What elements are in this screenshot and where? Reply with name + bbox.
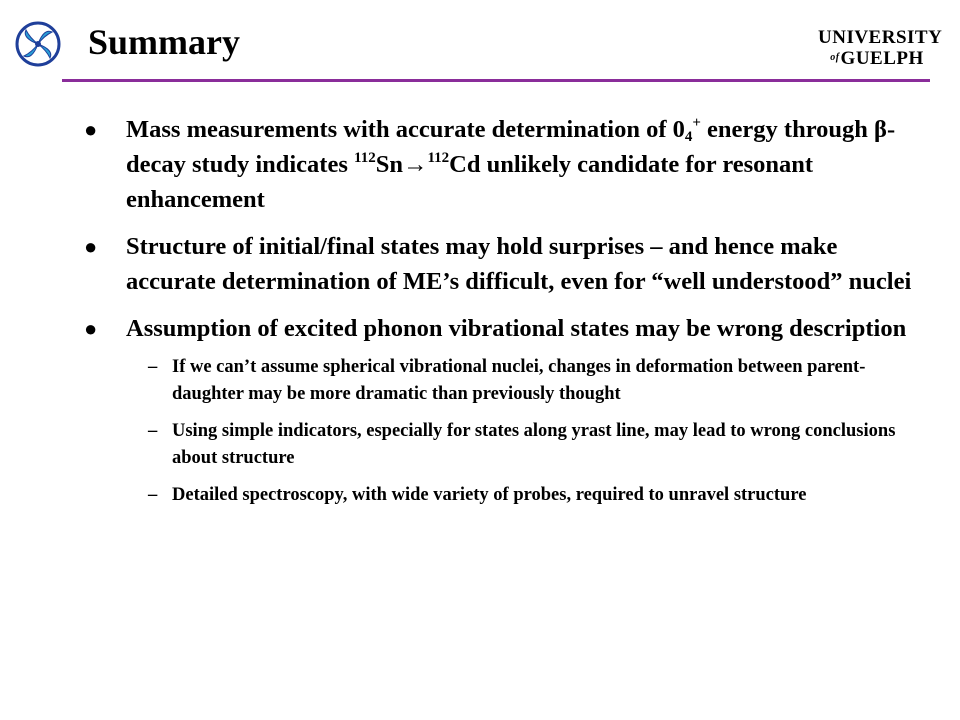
- dash-icon: –: [148, 421, 158, 441]
- bullet-icon: ●: [84, 316, 98, 341]
- dash-icon: –: [148, 485, 158, 505]
- bullet-item-1: [84, 112, 914, 217]
- spiral-logo-icon: [14, 20, 62, 68]
- university-logo: [818, 27, 943, 72]
- sub-bullet-2-text: Using simple indicators, especially for states along yrast line, may lead to wrong conclusions about structure: [172, 421, 896, 468]
- sub-bullet-1: [126, 354, 914, 408]
- bullet-2-text: Structure of initial/final states may hold surprises – and hence make accurate determination of ME’s difficult, even for “well understood” nuclei: [126, 233, 912, 295]
- university-logo-top: UNIVERSITY: [818, 27, 943, 48]
- university-logo-of: of: [830, 52, 840, 63]
- sub-bullet-1-text: If we can’t assume spherical vibrational nuclei, changes in deformation between parent-daughter may be more dramatic than previously thought: [172, 357, 866, 404]
- summary-content: [84, 112, 914, 519]
- bullet-icon: ●: [84, 117, 98, 142]
- title-divider: [62, 79, 930, 82]
- bullet-3-text: Assumption of excited phonon vibrational states may be wrong description: [126, 315, 907, 342]
- bullet-1-text: Mass measurements with accurate determination of 04+ energy through β-decay study indicates $^{112}$Sn→$^{112}$Cd unlikely candidate for resonant enhancement: [126, 115, 896, 213]
- university-logo-bottom: [818, 48, 936, 69]
- sub-bullet-3: [126, 482, 914, 509]
- bullet-item-3: [84, 311, 914, 346]
- dash-icon: –: [148, 357, 158, 377]
- university-logo-name: GUELPH: [840, 48, 924, 69]
- bullet-icon: ●: [84, 234, 98, 259]
- page-title: Summary: [88, 22, 240, 62]
- sub-bullet-2: [126, 418, 914, 472]
- sub-bullet-3-text: Detailed spectroscopy, with wide variety of probes, required to unravel structure: [172, 485, 807, 505]
- bullet-item-2: [84, 229, 914, 299]
